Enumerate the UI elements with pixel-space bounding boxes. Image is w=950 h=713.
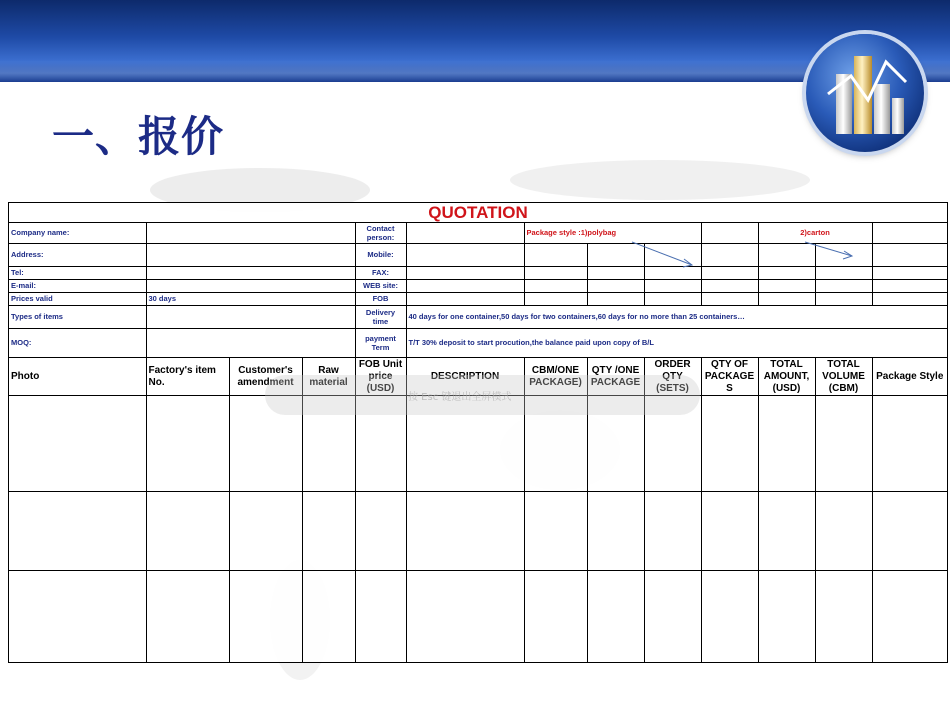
- info-value[interactable]: [406, 223, 524, 243]
- info-label: Prices valid: [9, 292, 146, 305]
- info-row-prices-valid: [9, 292, 947, 305]
- info-value[interactable]: [146, 328, 355, 357]
- column-header: Package Style: [872, 358, 947, 396]
- delivery-time-value[interactable]: 40 days for one container,50 days for two containers,60 days for no more than 25 containers…: [406, 305, 947, 328]
- info-row-moq: [9, 328, 947, 357]
- package-style-option-2: 2)carton: [758, 223, 872, 243]
- info-label: E-mail:: [9, 279, 146, 292]
- table-row: [9, 571, 947, 663]
- column-header: QTY /ONE PACKAGE: [587, 358, 644, 396]
- package-style-option-1: Package style :1)polybag: [524, 223, 701, 243]
- info-cell: [701, 223, 758, 243]
- info-label: Company name:: [9, 223, 146, 243]
- info-label: WEB site:: [355, 279, 406, 292]
- info-row-address: [9, 243, 947, 266]
- quotation-info-table: [9, 223, 947, 358]
- info-value[interactable]: [146, 266, 355, 279]
- info-label: FOB: [355, 292, 406, 305]
- quotation-sheet: [8, 202, 948, 663]
- info-value[interactable]: [146, 223, 355, 243]
- info-cell: [872, 223, 947, 243]
- info-label: MOQ:: [9, 328, 146, 357]
- info-label: Contact person:: [355, 223, 406, 243]
- info-label: payment Term: [355, 328, 406, 357]
- info-value[interactable]: [146, 243, 355, 266]
- column-header: DESCRIPTION: [406, 358, 524, 396]
- info-value[interactable]: [406, 266, 524, 279]
- column-header: ORDER QTY (SETS): [644, 358, 701, 396]
- info-label: Tel:: [9, 266, 146, 279]
- info-label: Address:: [9, 243, 146, 266]
- info-row-types-of-items: [9, 305, 947, 328]
- info-label: Delivery time: [355, 305, 406, 328]
- chart-logo-icon: [806, 34, 924, 152]
- fullscreen-hint-text: 按 Esc 键退出全屏模式: [408, 392, 512, 403]
- column-header: QTY OF PACKAGE S: [701, 358, 758, 396]
- info-label: FAX:: [355, 266, 406, 279]
- payment-term-value[interactable]: T/T 30% deposit to start procution,the balance paid upon copy of B/L: [406, 328, 947, 357]
- info-value[interactable]: [406, 279, 524, 292]
- info-row-company: [9, 223, 947, 243]
- column-header: Photo: [9, 358, 146, 396]
- info-value[interactable]: [406, 292, 524, 305]
- info-label: Mobile:: [355, 243, 406, 266]
- info-value[interactable]: [406, 243, 524, 266]
- info-row-email: [9, 279, 947, 292]
- info-value[interactable]: 30 days: [146, 292, 355, 305]
- column-header: TOTAL VOLUME (CBM): [815, 358, 872, 396]
- column-header: TOTAL AMOUNT, (USD): [758, 358, 815, 396]
- info-value[interactable]: [146, 279, 355, 292]
- column-header: CBM/ONE PACKAGE): [524, 358, 587, 396]
- page-title: 一、报价: [52, 112, 225, 161]
- column-header: Factory's item No.: [146, 358, 229, 396]
- info-value[interactable]: [146, 305, 355, 328]
- quotation-title: QUOTATION: [9, 203, 947, 223]
- column-header: Customer's amendment: [229, 358, 302, 396]
- table-row: [9, 492, 947, 571]
- info-row-tel: [9, 266, 947, 279]
- column-header: Raw material: [302, 358, 355, 396]
- info-label: Types of items: [9, 305, 146, 328]
- column-header: FOB Unit price (USD): [355, 358, 406, 396]
